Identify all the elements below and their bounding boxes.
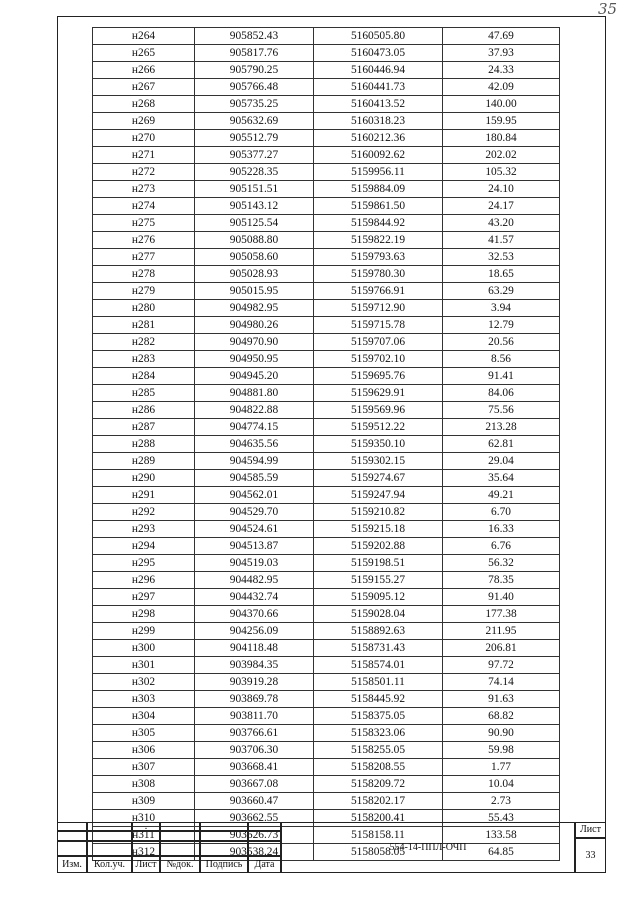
stamp-column-label: Дата xyxy=(248,856,281,873)
point-name-cell: н298 xyxy=(93,606,195,623)
x-coordinate-cell: 903766.61 xyxy=(195,725,314,742)
length-cell: 75.56 xyxy=(443,402,560,419)
x-coordinate-cell: 905151.51 xyxy=(195,181,314,198)
y-coordinate-cell: 5159629.91 xyxy=(314,385,443,402)
point-name-cell: н287 xyxy=(93,419,195,436)
length-cell: 159.95 xyxy=(443,113,560,130)
point-name-cell: н281 xyxy=(93,317,195,334)
x-coordinate-cell: 903538.24 xyxy=(195,844,314,861)
table-row xyxy=(93,334,560,351)
y-coordinate-cell: 5159210.82 xyxy=(314,504,443,521)
x-coordinate-cell: 905790.25 xyxy=(195,62,314,79)
length-cell: 133.58 xyxy=(443,827,560,844)
y-coordinate-cell: 5159302.15 xyxy=(314,453,443,470)
point-name-cell: н305 xyxy=(93,725,195,742)
table-row xyxy=(93,708,560,725)
length-cell: 29.04 xyxy=(443,453,560,470)
point-name-cell: н270 xyxy=(93,130,195,147)
x-coordinate-cell: 905766.48 xyxy=(195,79,314,96)
table-row xyxy=(93,28,560,45)
table-row xyxy=(93,742,560,759)
point-name-cell: н285 xyxy=(93,385,195,402)
table-row xyxy=(93,572,560,589)
point-name-cell: н301 xyxy=(93,657,195,674)
title-block xyxy=(57,822,606,873)
length-cell: 213.28 xyxy=(443,419,560,436)
table-row xyxy=(93,402,560,419)
y-coordinate-cell: 5159884.09 xyxy=(314,181,443,198)
x-coordinate-cell: 904256.09 xyxy=(195,623,314,640)
length-cell: 206.81 xyxy=(443,640,560,657)
x-coordinate-cell: 904594.99 xyxy=(195,453,314,470)
y-coordinate-cell: 5159707.06 xyxy=(314,334,443,351)
table-row xyxy=(93,96,560,113)
stamp-empty-cell xyxy=(200,822,248,831)
y-coordinate-cell: 5159350.10 xyxy=(314,436,443,453)
stamp-empty-cell xyxy=(200,841,248,856)
table-row xyxy=(93,164,560,181)
x-coordinate-cell: 904513.87 xyxy=(195,538,314,555)
table-row xyxy=(93,504,560,521)
point-name-cell: н286 xyxy=(93,402,195,419)
point-name-cell: н266 xyxy=(93,62,195,79)
x-coordinate-cell: 904950.95 xyxy=(195,351,314,368)
point-name-cell: н294 xyxy=(93,538,195,555)
table-row xyxy=(93,538,560,555)
length-cell: 3.94 xyxy=(443,300,560,317)
length-cell: 49.21 xyxy=(443,487,560,504)
table-row xyxy=(93,368,560,385)
y-coordinate-cell: 5158158.11 xyxy=(314,827,443,844)
stamp-empty-cell xyxy=(87,831,132,841)
table-row xyxy=(93,283,560,300)
point-name-cell: н296 xyxy=(93,572,195,589)
y-coordinate-cell: 5158208.55 xyxy=(314,759,443,776)
length-cell: 16.33 xyxy=(443,521,560,538)
table-row xyxy=(93,657,560,674)
point-name-cell: н310 xyxy=(93,810,195,827)
stamp-empty-cell xyxy=(57,822,87,831)
x-coordinate-cell: 905377.27 xyxy=(195,147,314,164)
length-cell: 90.90 xyxy=(443,725,560,742)
length-cell: 2.73 xyxy=(443,793,560,810)
x-coordinate-cell: 903626.73 xyxy=(195,827,314,844)
length-cell: 63.29 xyxy=(443,283,560,300)
y-coordinate-cell: 5159861.50 xyxy=(314,198,443,215)
length-cell: 202.02 xyxy=(443,147,560,164)
table-row xyxy=(93,419,560,436)
x-coordinate-cell: 904519.03 xyxy=(195,555,314,572)
point-name-cell: н278 xyxy=(93,266,195,283)
y-coordinate-cell: 5160473.05 xyxy=(314,45,443,62)
y-coordinate-cell: 5159202.88 xyxy=(314,538,443,555)
point-name-cell: н284 xyxy=(93,368,195,385)
x-coordinate-cell: 904370.66 xyxy=(195,606,314,623)
point-name-cell: н297 xyxy=(93,589,195,606)
y-coordinate-cell: 5159198.51 xyxy=(314,555,443,572)
y-coordinate-cell: 5158202.17 xyxy=(314,793,443,810)
table-row xyxy=(93,776,560,793)
y-coordinate-cell: 5159766.91 xyxy=(314,283,443,300)
table-row xyxy=(93,640,560,657)
table-row xyxy=(93,232,560,249)
length-cell: 91.63 xyxy=(443,691,560,708)
table-row xyxy=(93,130,560,147)
length-cell: 97.72 xyxy=(443,657,560,674)
table-row xyxy=(93,113,560,130)
x-coordinate-cell: 903919.28 xyxy=(195,674,314,691)
x-coordinate-cell: 905125.54 xyxy=(195,215,314,232)
length-cell: 47.69 xyxy=(443,28,560,45)
x-coordinate-cell: 905852.43 xyxy=(195,28,314,45)
table-row xyxy=(93,691,560,708)
table-row xyxy=(93,385,560,402)
y-coordinate-cell: 5159215.18 xyxy=(314,521,443,538)
length-cell: 24.10 xyxy=(443,181,560,198)
length-cell: 62.81 xyxy=(443,436,560,453)
length-cell: 20.56 xyxy=(443,334,560,351)
table-row xyxy=(93,79,560,96)
x-coordinate-cell: 905028.93 xyxy=(195,266,314,283)
length-cell: 91.40 xyxy=(443,589,560,606)
point-name-cell: н312 xyxy=(93,844,195,861)
stamp-empty-cell xyxy=(248,822,281,831)
y-coordinate-cell: 5159095.12 xyxy=(314,589,443,606)
x-coordinate-cell: 904562.01 xyxy=(195,487,314,504)
table-row xyxy=(93,453,560,470)
y-coordinate-cell: 5158445.92 xyxy=(314,691,443,708)
point-name-cell: н306 xyxy=(93,742,195,759)
table-row xyxy=(93,555,560,572)
y-coordinate-cell: 5158731.43 xyxy=(314,640,443,657)
x-coordinate-cell: 904945.20 xyxy=(195,368,314,385)
length-cell: 56.32 xyxy=(443,555,560,572)
table-row xyxy=(93,674,560,691)
y-coordinate-cell: 5160413.52 xyxy=(314,96,443,113)
point-name-cell: н271 xyxy=(93,147,195,164)
y-coordinate-cell: 5159028.04 xyxy=(314,606,443,623)
stamp-empty-cell xyxy=(87,822,132,831)
coordinates-table xyxy=(92,27,560,861)
x-coordinate-cell: 904881.80 xyxy=(195,385,314,402)
table-row xyxy=(93,181,560,198)
point-name-cell: н264 xyxy=(93,28,195,45)
y-coordinate-cell: 5159569.96 xyxy=(314,402,443,419)
x-coordinate-cell: 904774.15 xyxy=(195,419,314,436)
point-name-cell: н289 xyxy=(93,453,195,470)
x-coordinate-cell: 905817.76 xyxy=(195,45,314,62)
x-coordinate-cell: 904118.48 xyxy=(195,640,314,657)
x-coordinate-cell: 905228.35 xyxy=(195,164,314,181)
length-cell: 10.04 xyxy=(443,776,560,793)
stamp-empty-cell xyxy=(87,841,132,856)
point-name-cell: н269 xyxy=(93,113,195,130)
length-cell: 41.57 xyxy=(443,232,560,249)
x-coordinate-cell: 905088.80 xyxy=(195,232,314,249)
y-coordinate-cell: 5158501.11 xyxy=(314,674,443,691)
sheet-label: Лист xyxy=(575,822,606,838)
point-name-cell: н309 xyxy=(93,793,195,810)
stamp-empty-cell xyxy=(132,831,160,841)
x-coordinate-cell: 904635.56 xyxy=(195,436,314,453)
point-name-cell: н274 xyxy=(93,198,195,215)
y-coordinate-cell: 5160441.73 xyxy=(314,79,443,96)
length-cell: 55.43 xyxy=(443,810,560,827)
y-coordinate-cell: 5159822.19 xyxy=(314,232,443,249)
table-row xyxy=(93,521,560,538)
x-coordinate-cell: 905632.69 xyxy=(195,113,314,130)
x-coordinate-cell: 905735.25 xyxy=(195,96,314,113)
y-coordinate-cell: 5158058.05 xyxy=(314,844,443,861)
x-coordinate-cell: 904482.95 xyxy=(195,572,314,589)
x-coordinate-cell: 905015.95 xyxy=(195,283,314,300)
table-row xyxy=(93,215,560,232)
length-cell: 1.77 xyxy=(443,759,560,776)
x-coordinate-cell: 905512.79 xyxy=(195,130,314,147)
y-coordinate-cell: 5158323.06 xyxy=(314,725,443,742)
table-row xyxy=(93,147,560,164)
y-coordinate-cell: 5158574.01 xyxy=(314,657,443,674)
stamp-column-label: Лист xyxy=(132,856,160,873)
length-cell: 6.76 xyxy=(443,538,560,555)
point-name-cell: н280 xyxy=(93,300,195,317)
length-cell: 74.14 xyxy=(443,674,560,691)
point-name-cell: н300 xyxy=(93,640,195,657)
y-coordinate-cell: 5158255.05 xyxy=(314,742,443,759)
length-cell: 12.79 xyxy=(443,317,560,334)
point-name-cell: н307 xyxy=(93,759,195,776)
table-row xyxy=(93,249,560,266)
y-coordinate-cell: 5159274.67 xyxy=(314,470,443,487)
x-coordinate-cell: 905143.12 xyxy=(195,198,314,215)
point-name-cell: н279 xyxy=(93,283,195,300)
length-cell: 24.33 xyxy=(443,62,560,79)
length-cell: 42.09 xyxy=(443,79,560,96)
length-cell: 18.65 xyxy=(443,266,560,283)
point-name-cell: н299 xyxy=(93,623,195,640)
stamp-empty-cell xyxy=(160,831,200,841)
stamp-empty-cell xyxy=(160,822,200,831)
x-coordinate-cell: 903667.08 xyxy=(195,776,314,793)
point-name-cell: н291 xyxy=(93,487,195,504)
document-code: 554-14-ППЛ-ОЧП xyxy=(281,822,575,873)
y-coordinate-cell: 5158375.05 xyxy=(314,708,443,725)
length-cell: 8.56 xyxy=(443,351,560,368)
stamp-column-label: Кол.уч. xyxy=(87,856,132,873)
length-cell: 84.06 xyxy=(443,385,560,402)
stamp-column-label: Изм. xyxy=(57,856,87,873)
y-coordinate-cell: 5160505.80 xyxy=(314,28,443,45)
x-coordinate-cell: 903869.78 xyxy=(195,691,314,708)
table-row xyxy=(93,623,560,640)
point-name-cell: н283 xyxy=(93,351,195,368)
length-cell: 78.35 xyxy=(443,572,560,589)
point-name-cell: н265 xyxy=(93,45,195,62)
y-coordinate-cell: 5160212.36 xyxy=(314,130,443,147)
stamp-column-label: №док. xyxy=(160,856,200,873)
y-coordinate-cell: 5159712.90 xyxy=(314,300,443,317)
y-coordinate-cell: 5159247.94 xyxy=(314,487,443,504)
x-coordinate-cell: 904982.95 xyxy=(195,300,314,317)
y-coordinate-cell: 5159793.63 xyxy=(314,249,443,266)
length-cell: 32.53 xyxy=(443,249,560,266)
table-row xyxy=(93,351,560,368)
point-name-cell: н282 xyxy=(93,334,195,351)
point-name-cell: н302 xyxy=(93,674,195,691)
table-row xyxy=(93,198,560,215)
point-name-cell: н275 xyxy=(93,215,195,232)
x-coordinate-cell: 904970.90 xyxy=(195,334,314,351)
x-coordinate-cell: 904524.61 xyxy=(195,521,314,538)
y-coordinate-cell: 5160446.94 xyxy=(314,62,443,79)
x-coordinate-cell: 903662.55 xyxy=(195,810,314,827)
point-name-cell: н268 xyxy=(93,96,195,113)
x-coordinate-cell: 903660.47 xyxy=(195,793,314,810)
handwritten-page-number: 35 xyxy=(598,0,618,18)
table-row xyxy=(93,606,560,623)
y-coordinate-cell: 5159780.30 xyxy=(314,266,443,283)
stamp-empty-cell xyxy=(248,831,281,841)
point-name-cell: н290 xyxy=(93,470,195,487)
table-row xyxy=(93,487,560,504)
stamp-empty-cell xyxy=(57,841,87,856)
y-coordinate-cell: 5159715.78 xyxy=(314,317,443,334)
length-cell: 211.95 xyxy=(443,623,560,640)
point-name-cell: н304 xyxy=(93,708,195,725)
length-cell: 105.32 xyxy=(443,164,560,181)
y-coordinate-cell: 5159512.22 xyxy=(314,419,443,436)
x-coordinate-cell: 904980.26 xyxy=(195,317,314,334)
length-cell: 140.00 xyxy=(443,96,560,113)
y-coordinate-cell: 5159155.27 xyxy=(314,572,443,589)
x-coordinate-cell: 903706.30 xyxy=(195,742,314,759)
stamp-empty-cell xyxy=(57,831,87,841)
length-cell: 64.85 xyxy=(443,844,560,861)
length-cell: 59.98 xyxy=(443,742,560,759)
length-cell: 24.17 xyxy=(443,198,560,215)
x-coordinate-cell: 904432.74 xyxy=(195,589,314,606)
table-row xyxy=(93,62,560,79)
y-coordinate-cell: 5158200.41 xyxy=(314,810,443,827)
point-name-cell: н293 xyxy=(93,521,195,538)
table-row xyxy=(93,589,560,606)
stamp-dot-mark: . xyxy=(132,822,160,831)
y-coordinate-cell: 5159695.76 xyxy=(314,368,443,385)
table-row xyxy=(93,317,560,334)
x-coordinate-cell: 903668.41 xyxy=(195,759,314,776)
length-cell: 91.41 xyxy=(443,368,560,385)
stamp-empty-cell xyxy=(200,831,248,841)
length-cell: 43.20 xyxy=(443,215,560,232)
table-row xyxy=(93,793,560,810)
stamp-empty-cell xyxy=(160,841,200,856)
table-row xyxy=(93,300,560,317)
x-coordinate-cell: 904529.70 xyxy=(195,504,314,521)
point-name-cell: н303 xyxy=(93,691,195,708)
length-cell: 35.64 xyxy=(443,470,560,487)
length-cell: 6.70 xyxy=(443,504,560,521)
point-name-cell: н273 xyxy=(93,181,195,198)
x-coordinate-cell: 905058.60 xyxy=(195,249,314,266)
point-name-cell: н292 xyxy=(93,504,195,521)
point-name-cell: н267 xyxy=(93,79,195,96)
point-name-cell: н295 xyxy=(93,555,195,572)
x-coordinate-cell: 904585.59 xyxy=(195,470,314,487)
sheet-number: 33 xyxy=(575,838,606,873)
table-row xyxy=(93,759,560,776)
y-coordinate-cell: 5159702.10 xyxy=(314,351,443,368)
y-coordinate-cell: 5159956.11 xyxy=(314,164,443,181)
point-name-cell: н272 xyxy=(93,164,195,181)
point-name-cell: н276 xyxy=(93,232,195,249)
point-name-cell: н277 xyxy=(93,249,195,266)
table-row xyxy=(93,470,560,487)
table-row xyxy=(93,725,560,742)
point-name-cell: н308 xyxy=(93,776,195,793)
y-coordinate-cell: 5160318.23 xyxy=(314,113,443,130)
x-coordinate-cell: 903984.35 xyxy=(195,657,314,674)
point-name-cell: н311 xyxy=(93,827,195,844)
y-coordinate-cell: 5158892.63 xyxy=(314,623,443,640)
stamp-empty-cell xyxy=(248,841,281,856)
table-row xyxy=(93,45,560,62)
length-cell: 37.93 xyxy=(443,45,560,62)
x-coordinate-cell: 903811.70 xyxy=(195,708,314,725)
stamp-empty-cell xyxy=(132,841,160,856)
table-row xyxy=(93,436,560,453)
y-coordinate-cell: 5159844.92 xyxy=(314,215,443,232)
table-row xyxy=(93,266,560,283)
x-coordinate-cell: 904822.88 xyxy=(195,402,314,419)
length-cell: 68.82 xyxy=(443,708,560,725)
point-name-cell: н288 xyxy=(93,436,195,453)
y-coordinate-cell: 5160092.62 xyxy=(314,147,443,164)
y-coordinate-cell: 5158209.72 xyxy=(314,776,443,793)
length-cell: 180.84 xyxy=(443,130,560,147)
length-cell: 177.38 xyxy=(443,606,560,623)
stamp-column-label: Подпись xyxy=(200,856,248,873)
